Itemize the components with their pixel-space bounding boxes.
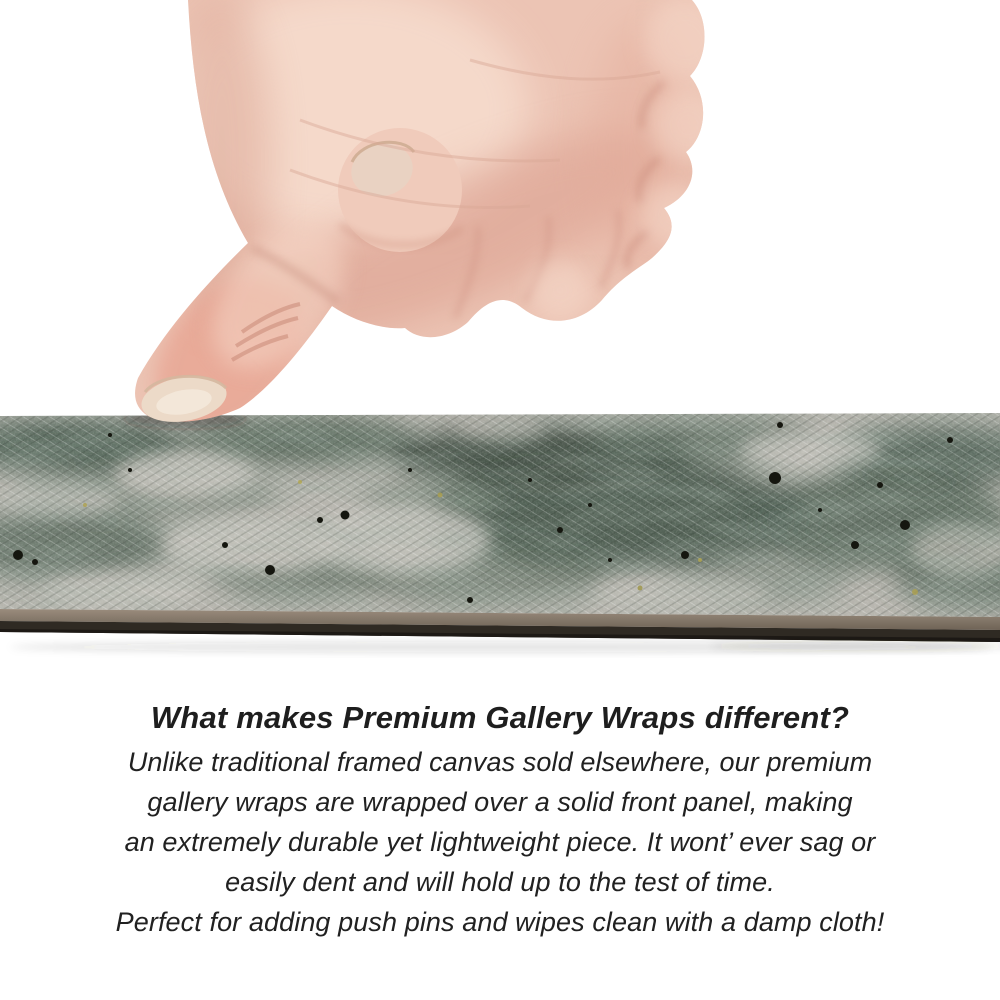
body-line: easily dent and will hold up to the test of time. <box>225 867 775 897</box>
panel-drop-shadow <box>10 642 1000 652</box>
gallery-wrap-canvas-strip <box>0 410 1000 660</box>
body-line: Unlike traditional framed canvas sold elsewhere, our premium <box>127 747 873 777</box>
headline: What makes Premium Gallery Wraps different? <box>150 700 850 735</box>
body-line: an extremely durable yet lightweight piece. It wont’ ever sag or <box>124 827 876 857</box>
canvas-texture <box>0 410 1000 620</box>
body-line: Perfect for adding push pins and wipes clean with a damp cloth! <box>115 907 885 937</box>
body-line: gallery wraps are wrapped over a solid front panel, making <box>147 787 853 817</box>
marketing-copy <box>0 700 1000 942</box>
hand-photo <box>0 0 1000 440</box>
